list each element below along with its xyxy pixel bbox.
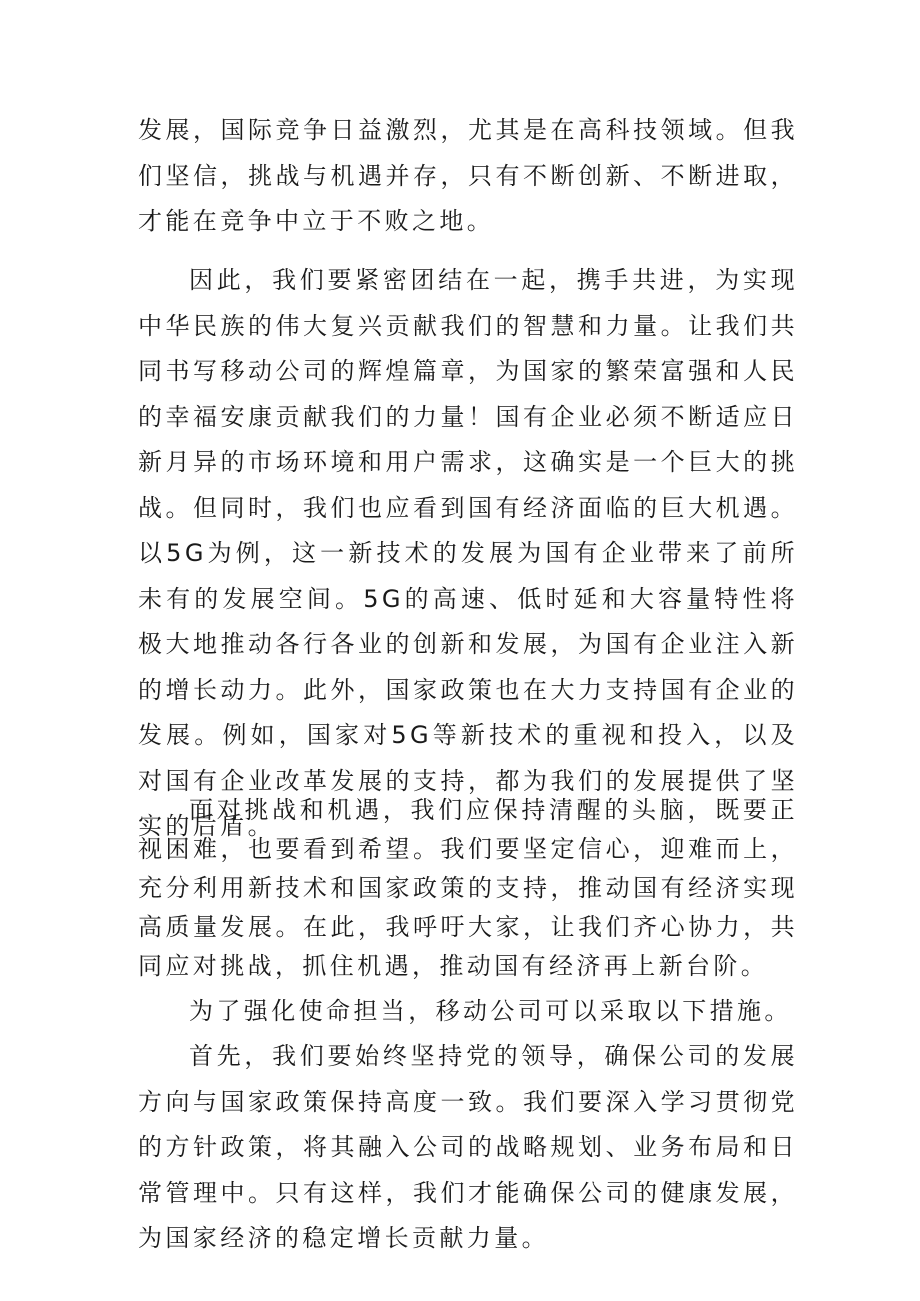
paragraph-1: 发展，国际竞争日益激烈，尤其是在高科技领域。但我们坚信，挑战与机遇并存，只有不断创新、不断进取，才能在竞争中立于不败之地。 [138,116,798,235]
paragraph-5: 首先，我们要始终坚持党的领导，确保公司的发展方向与国家政策保持高度一致。我们要深入学习贯彻党的方针政策，将其融入公司的战略规划、业务布局和日常管理中。只有这样，我们才能确保公司的健康发展，为国家经济的稳定增长贡献力量。 [138,1042,798,1252]
paragraph-4: 为了强化使命担当，移动公司可以采取以下措施。 [189,997,792,1025]
paragraph-3: 面对挑战和机遇，我们应保持清醒的头脑，既要正视困难，也要看到希望。我们要坚定信心，迎难而上，充分利用新技术和国家政策的支持，推动国有经济实现高质量发展。在此，我呼吁大家，让我们齐心协力，共同应对挑战，抓住机遇，推动国有经济再上新台阶。 [138,796,798,980]
paragraph-2: 因此，我们要紧密团结在一起，携手共进，为实现中华民族的伟大复兴贡献我们的智慧和力量。让我们共同书写移动公司的辉煌篇章，为国家的繁荣富强和人民的幸福安康贡献我们的力量！国有企业必须不断适应日新月异的市场环境和用户需求，这确实是一个巨大的挑战。但同时，我们也应看到国有经济面临的巨大机遇。以5G为例，这一新技术的发展为国有企业带来了前所未有的发展空间。5G的高速、低时延和大容量特性将极大地推动各行各业的创新和发展，为国有企业注入新的增长动力。此外，国家政策也在大力支持国有企业的发展。例如，国家对5G等新技术的重视和投入，以及对国有企业改革发展的支持，都为我们的发展提供了坚实的后盾。 [138,266,798,840]
